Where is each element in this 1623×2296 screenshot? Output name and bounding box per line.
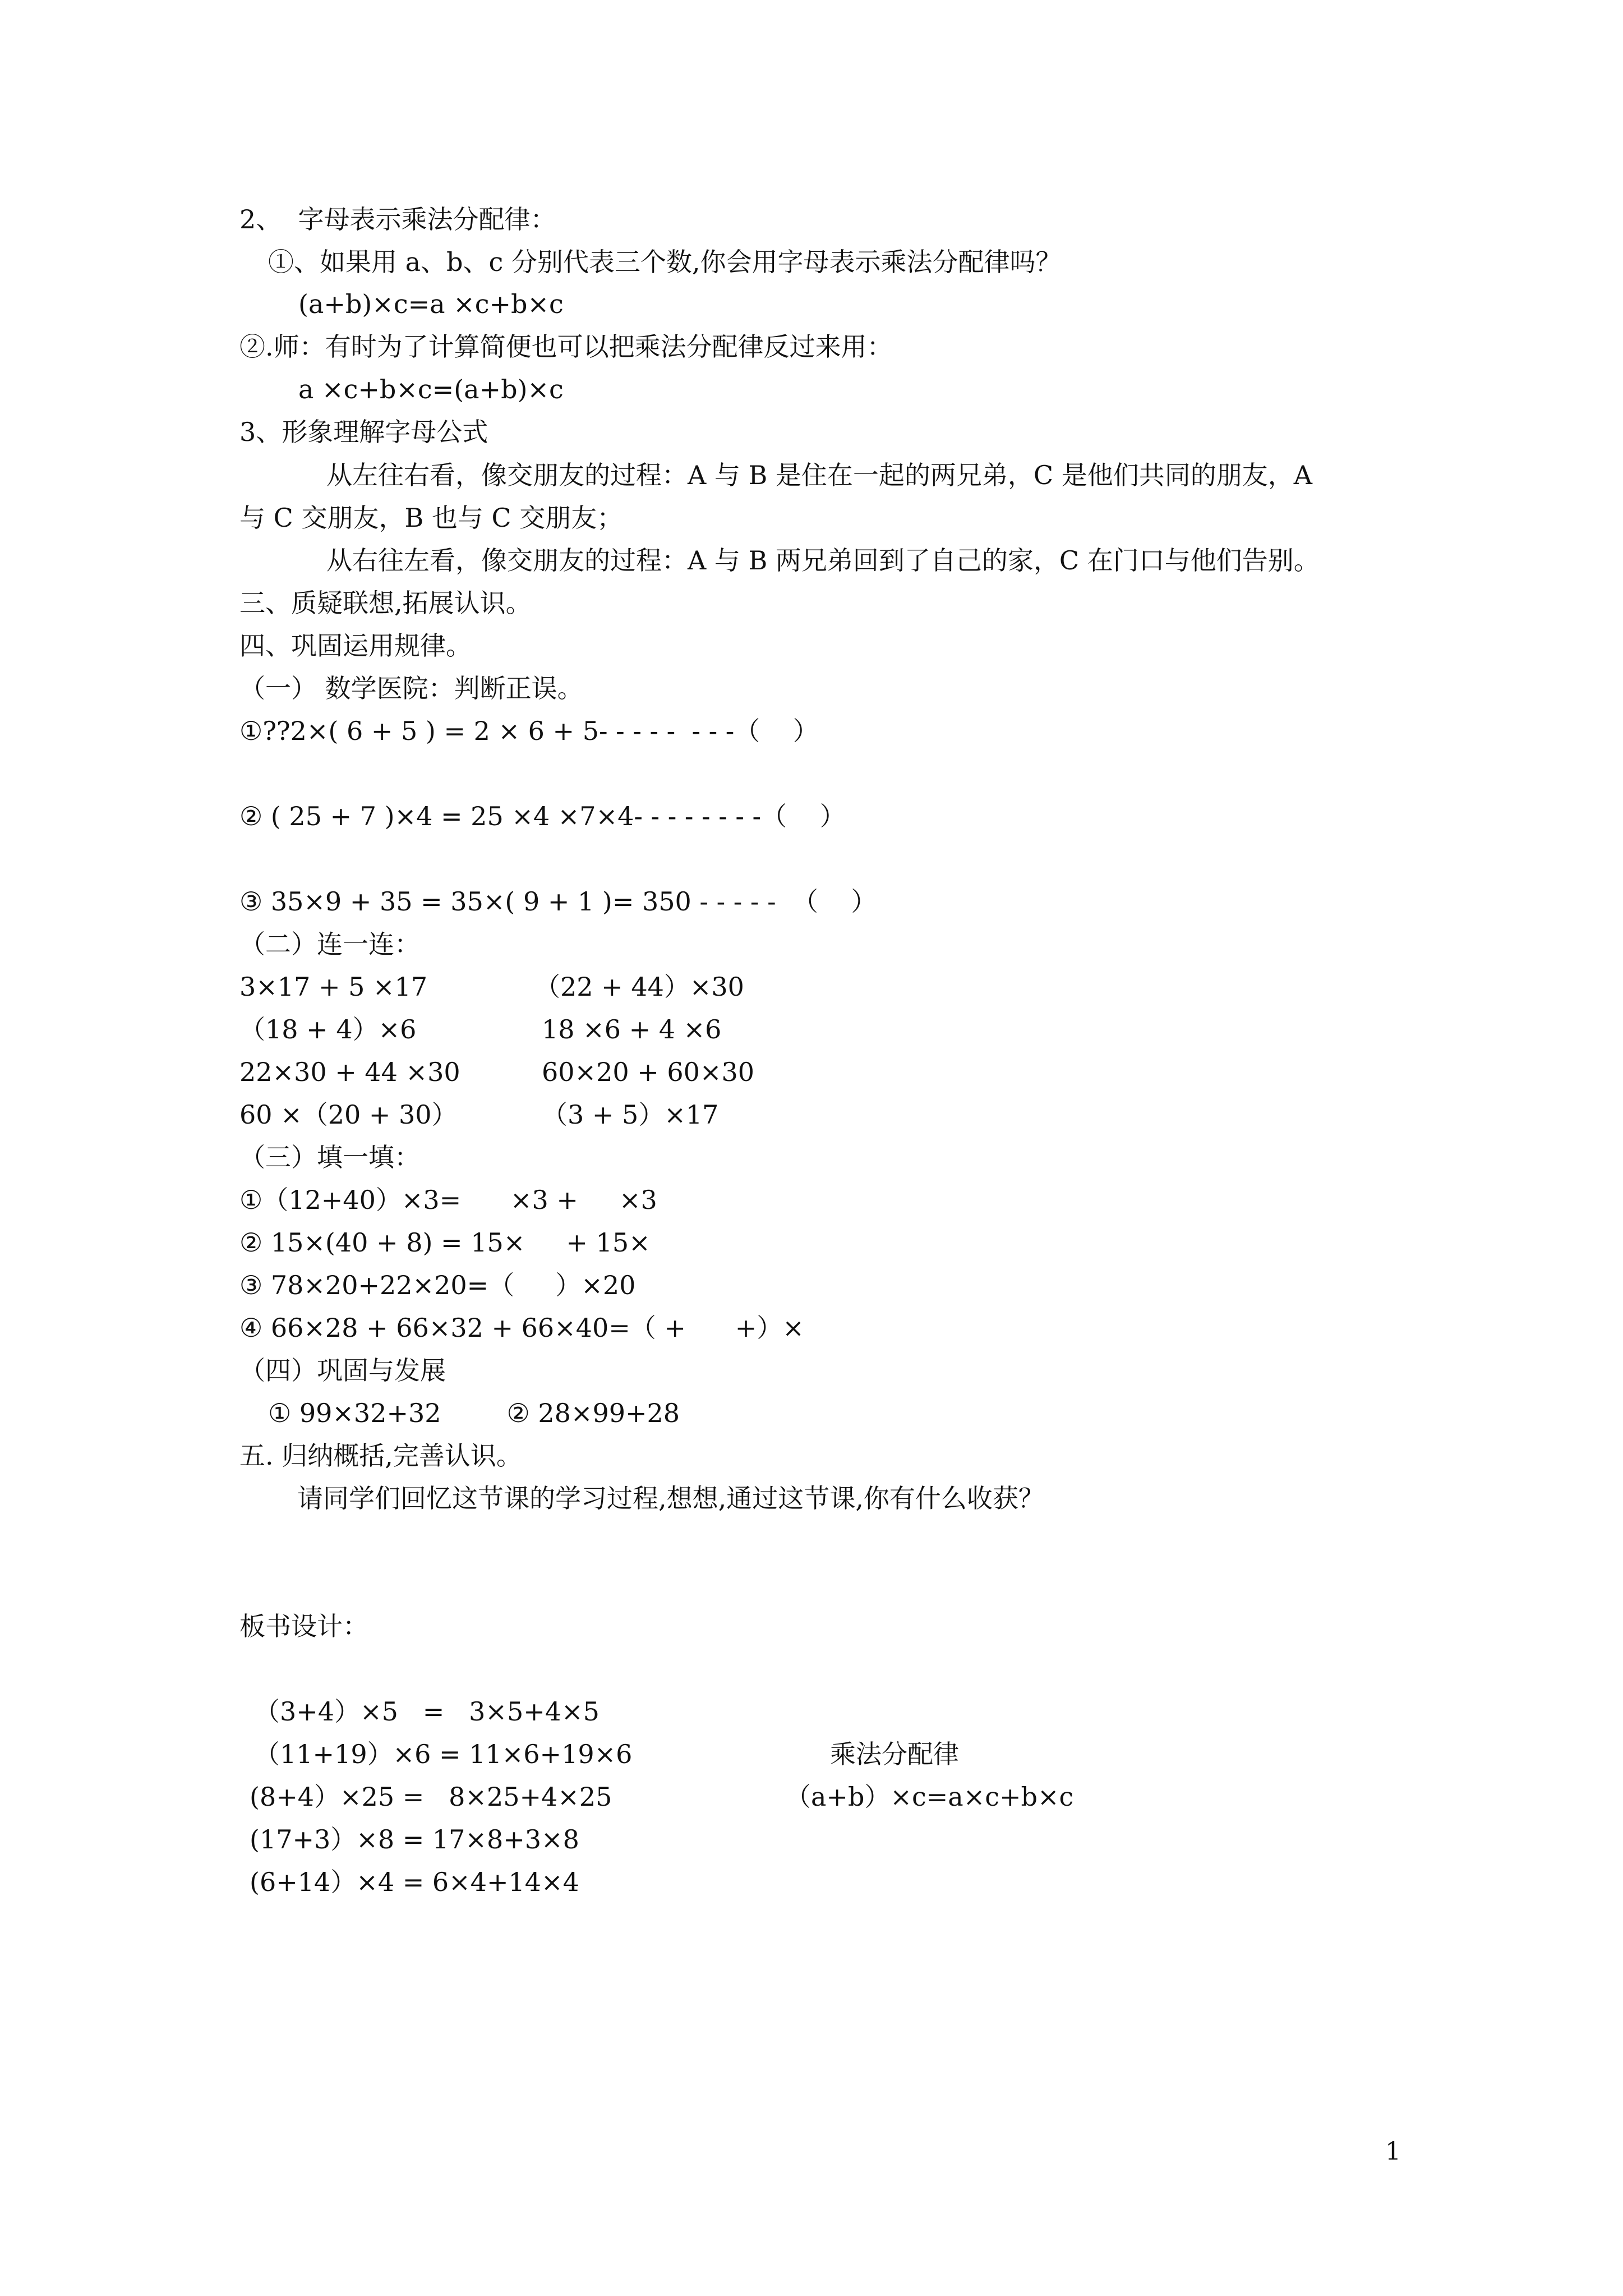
- paragraph-1-line-2: 与 C 交朋友，B 也与 C 交朋友；: [239, 503, 623, 533]
- board-line-5: (6+14）×4 = 6×4+14×4: [250, 1867, 579, 1897]
- match-right-3: 60×20 + 60×30: [542, 1057, 755, 1087]
- subsection-1-heading: （一） 数学医院：判断正误。: [239, 673, 583, 703]
- teacher-note: ②.师：有时为了计算简便也可以把乘法分配律反过来用：: [239, 332, 893, 362]
- formula-2: a ×c+b×c=(a+b)×c: [298, 374, 564, 404]
- match-right-2: 18 ×6 + 4 ×6: [542, 1014, 722, 1045]
- section-three-heading: 三、质疑联想,拓展认识。: [239, 588, 532, 618]
- subsection-4-heading: （四）巩固与发展: [239, 1355, 446, 1386]
- fill-4: ④ 66×28 + 66×32 + 66×40=（ + +）×: [239, 1313, 804, 1343]
- fill-3: ③ 78×20+22×20=（ ）×20: [239, 1270, 636, 1300]
- match-right-1: （22 + 44）×30: [534, 972, 744, 1002]
- section-four-heading: 四、巩固运用规律。: [239, 631, 472, 661]
- board-rule-title: 乘法分配律: [830, 1739, 959, 1769]
- question-1: ①、如果用 a、b、c 分别代表三个数,你会用字母表示乘法分配律吗？: [268, 247, 1062, 277]
- exercise-judge-3: ③ 35×9 + 35 = 35×( 9 + 1 )= 350 - - - - - （ ）: [239, 886, 877, 917]
- board-line-2: （11+19）×6 = 11×6+19×6: [254, 1739, 633, 1769]
- fill-1: ①（12+40）×3= ×3 + ×3: [239, 1185, 657, 1215]
- match-left-3: 22×30 + 44 ×30: [239, 1057, 460, 1087]
- paragraph-2: 从右往左看，像交朋友的过程：A 与 B 两兄弟回到了自己的家，C 在门口与他们告别。: [326, 545, 1320, 576]
- page-number: 1: [1385, 2137, 1401, 2166]
- subsection-3-heading: （三）填一填：: [239, 1142, 420, 1172]
- match-right-4: （3 + 5）×17: [542, 1099, 719, 1130]
- board-line-3: (8+4）×25 = 8×25+4×25: [250, 1782, 612, 1812]
- exercise-judge-2: ② ( 25 + 7 )×4 = 25 ×4 ×7×4- - - - - - - -（ ）: [239, 801, 846, 831]
- board-line-1: （3+4）×5 = 3×5+4×5: [254, 1696, 600, 1727]
- subsection-2-heading: （二）连一连：: [239, 929, 420, 959]
- section-five-heading: 五. 归纳概括,完善认识。: [239, 1441, 522, 1471]
- match-left-2: （18 + 4）×6: [239, 1014, 417, 1045]
- match-left-1: 3×17 + 5 ×17: [239, 972, 428, 1002]
- summary-question: 请同学们回忆这节课的学习过程,想想,通过这节课,你有什么收获？: [297, 1483, 1044, 1513]
- board-design-heading: 板书设计：: [239, 1611, 368, 1641]
- board-line-4: (17+3）×8 = 17×8+3×8: [250, 1824, 579, 1855]
- consolidation-exercises: ① 99×32+32 ② 28×99+28: [268, 1398, 680, 1428]
- fill-2: ② 15×(40 + 8) = 15× + 15×: [239, 1227, 651, 1258]
- formula-1: (a+b)×c=a ×c+b×c: [298, 289, 564, 319]
- exercise-judge-1: ①??2×( 6 + 5 ) = 2 × 6 + 5- - - - - - - -（ ）: [239, 716, 819, 746]
- match-left-4: 60 ×（20 + 30）: [239, 1099, 458, 1130]
- section-3-heading: 3、形象理解字母公式: [239, 417, 488, 447]
- paragraph-1-line-1: 从左往右看，像交朋友的过程：A 与 B 是住在一起的两兄弟，C 是他们共同的朋友，A: [326, 460, 1312, 490]
- section-2-heading: 2、 字母表示乘法分配律：: [239, 204, 556, 234]
- board-rule-formula: （a+b）×c=a×c+b×c: [785, 1782, 1074, 1812]
